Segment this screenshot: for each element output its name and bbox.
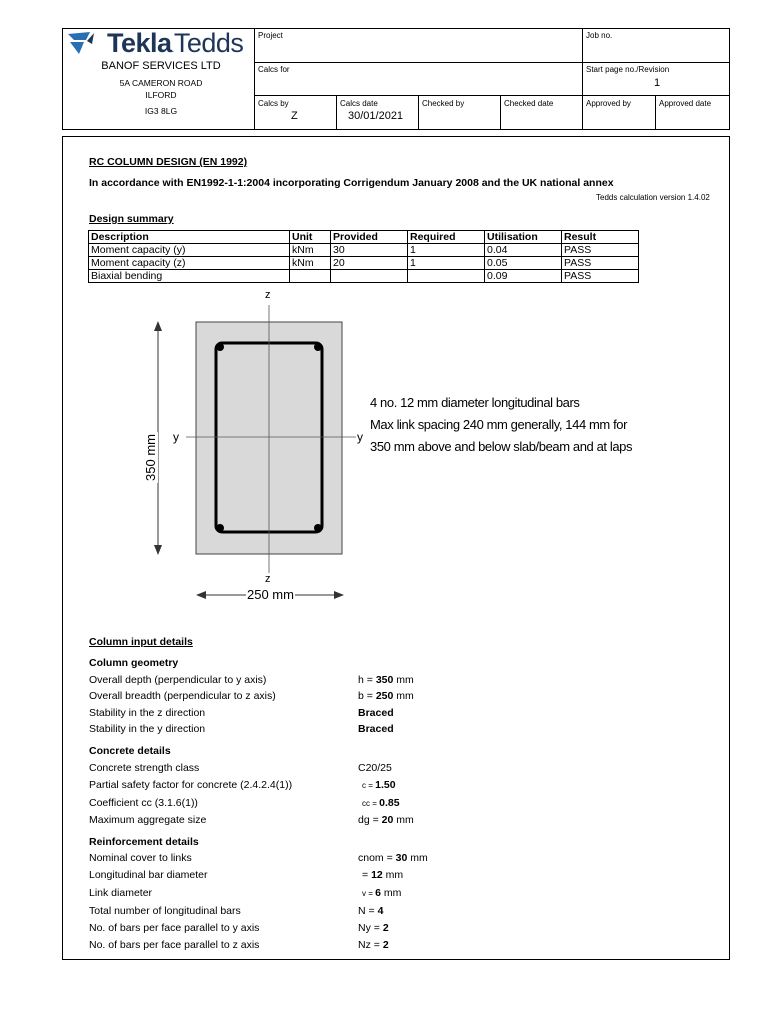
input-label: Partial safety factor for concrete (2.4.2.4(1)) — [89, 779, 293, 791]
input-value — [358, 674, 414, 686]
z-axis-label-bottom: z — [265, 573, 271, 585]
rebar — [216, 524, 224, 532]
table-cell — [331, 270, 408, 283]
table-cell — [290, 270, 331, 283]
summary-table — [88, 230, 639, 283]
input-label: Stability in the z direction — [89, 707, 206, 719]
input-value: C20/25 — [358, 762, 392, 774]
value-unit: mm — [393, 690, 414, 702]
input-label: Concrete strength class — [89, 762, 200, 774]
arrow-right-icon — [334, 591, 344, 599]
value-unit: mm — [380, 887, 402, 899]
table-cell — [408, 270, 485, 283]
input-heading: Column input details — [89, 636, 193, 648]
project-label: Project — [258, 31, 283, 40]
input-value — [362, 887, 401, 899]
value-unit: mm — [382, 869, 404, 881]
approved-date-label: Approved date — [659, 99, 712, 108]
z-axis-label-top: z — [265, 289, 271, 301]
value-number: 20 — [381, 814, 394, 826]
divider — [336, 95, 337, 130]
table-cell: 30 — [331, 244, 408, 257]
logo-brand-tedds: Tedds — [173, 28, 244, 58]
approved-by-label: Approved by — [586, 99, 631, 108]
value-number: 350 — [375, 674, 394, 686]
input-label: Longitudinal bar diameter — [89, 869, 208, 881]
table-cell: Moment capacity (y) — [89, 244, 290, 257]
table-cell: 20 — [331, 257, 408, 270]
value-number: 250 — [375, 690, 394, 702]
divider — [418, 95, 419, 130]
calcs-by-value: Z — [291, 110, 298, 122]
input-label: Total number of longitudinal bars — [89, 905, 241, 917]
width-label: 250 mm — [247, 587, 294, 602]
concrete-heading: Concrete details — [89, 745, 171, 757]
company-name: BANOF SERVICES LTD — [101, 60, 221, 72]
column-section-diagram — [140, 285, 380, 605]
input-value: Braced — [358, 723, 394, 735]
geometry-heading: Column geometry — [89, 657, 179, 669]
rebar — [216, 343, 224, 351]
value-prefix: cnom = — [358, 852, 396, 864]
table-cell: 0.09 — [485, 270, 562, 283]
input-label: Maximum aggregate size — [89, 814, 207, 826]
address-line-2: ILFORD — [145, 90, 177, 100]
input-label: No. of bars per face parallel to z axis — [89, 939, 260, 951]
column-header: Unit — [290, 231, 331, 244]
input-value — [362, 779, 396, 791]
table-row — [89, 244, 639, 257]
input-value — [358, 814, 414, 826]
depth-label: 350 mm — [142, 434, 158, 481]
input-label: Nominal cover to links — [89, 852, 192, 864]
input-value — [362, 869, 403, 881]
value-number: 30 — [395, 852, 408, 864]
table-cell: Biaxial bending — [89, 270, 290, 283]
summary-heading: Design summary — [89, 213, 174, 225]
divider — [254, 62, 730, 63]
calcs-for-label: Calcs for — [258, 65, 290, 74]
y-axis-label-left: y — [173, 430, 179, 444]
rebar — [314, 343, 322, 351]
diagram-note-bars: 4 no. 12 mm diameter longitudinal bars — [370, 395, 580, 410]
calcs-by-label: Calcs by — [258, 99, 289, 108]
table-cell: Moment capacity (z) — [89, 257, 290, 270]
start-page-label: Start page no./Revision — [586, 65, 670, 74]
arrow-down-icon — [154, 545, 162, 555]
diagram-note-spacing: Max link spacing 240 mm generally, 144 mm for — [370, 417, 628, 432]
doc-version: Tedds calculation version 1.4.02 — [596, 193, 710, 202]
divider — [655, 95, 656, 130]
value-prefix: Ny = — [358, 922, 383, 934]
doc-title: RC COLUMN DESIGN (EN 1992) — [89, 156, 248, 168]
value-prefix: c = — [362, 781, 376, 790]
input-label: Coefficient cc (3.1.6(1)) — [89, 797, 198, 809]
column-header: Utilisation — [485, 231, 562, 244]
table-cell: PASS — [562, 257, 639, 270]
job-no-label: Job no. — [586, 31, 613, 40]
divider — [254, 95, 730, 96]
arrow-up-icon — [154, 321, 162, 331]
value-number: 0.85 — [379, 797, 400, 809]
value-number: 4 — [377, 905, 384, 917]
calcs-date-value: 30/01/2021 — [348, 110, 404, 122]
table-cell: 1 — [408, 257, 485, 270]
doc-subtitle: In accordance with EN1992-1-1:2004 incorporating Corrigendum January 2008 and the UK national annex — [89, 177, 614, 189]
input-value — [358, 690, 414, 702]
column-header: Required — [408, 231, 485, 244]
input-label: No. of bars per face parallel to y axis — [89, 922, 260, 934]
value-number: 12 — [371, 869, 383, 881]
diagram-note-laps: 350 mm above and below slab/beam and at laps — [370, 439, 633, 454]
input-value — [358, 852, 428, 864]
input-label: Link diameter — [89, 887, 153, 899]
table-cell: PASS — [562, 244, 639, 257]
value-unit: mm — [393, 814, 414, 826]
rebar — [314, 524, 322, 532]
input-value: Braced — [358, 707, 394, 719]
value-prefix: dg = — [358, 814, 382, 826]
value-number: 6 — [375, 887, 381, 899]
column-header: Description — [89, 231, 290, 244]
input-label: Overall depth (perpendicular to y axis) — [89, 674, 267, 686]
value-unit: mm — [407, 852, 428, 864]
value-prefix: cc = — [362, 799, 380, 808]
checked-by-label: Checked by — [422, 99, 465, 108]
value-prefix: h = — [358, 674, 376, 686]
input-value — [358, 905, 383, 917]
input-label: Overall breadth (perpendicular to z axis) — [89, 690, 276, 702]
reinforcement-heading: Reinforcement details — [89, 836, 199, 848]
input-value — [358, 939, 389, 951]
column-header: Provided — [331, 231, 408, 244]
table-cell: 0.05 — [485, 257, 562, 270]
value-prefix: N = — [358, 905, 378, 917]
logo-wordmark: Tekla.Tedds — [107, 28, 244, 58]
table-cell: kNm — [290, 257, 331, 270]
input-label: Stability in the y direction — [89, 723, 206, 735]
value-prefix: b = — [358, 690, 376, 702]
value-unit: mm — [393, 674, 414, 686]
table-cell: PASS — [562, 270, 639, 283]
value-prefix: Nz = — [358, 939, 383, 951]
start-page-value: 1 — [654, 77, 661, 89]
value-number: 2 — [382, 939, 389, 951]
table-row — [89, 257, 639, 270]
table-cell: 1 — [408, 244, 485, 257]
value-prefix: v = — [362, 889, 376, 898]
value-prefix: = — [362, 869, 372, 881]
input-value — [362, 797, 400, 809]
y-axis-label-right: y — [357, 430, 363, 444]
column-header: Result — [562, 231, 639, 244]
address-line-3: IG3 8LG — [144, 106, 178, 116]
address-line-1: 5A CAMERON ROAD — [119, 78, 203, 88]
value-number: 1.50 — [375, 779, 396, 791]
input-value — [358, 922, 389, 934]
divider — [500, 95, 501, 130]
table-header-row — [89, 231, 639, 244]
table-row — [89, 270, 639, 283]
tekla-logo-icon — [66, 30, 106, 56]
calcs-date-label: Calcs date — [340, 99, 378, 108]
checked-date-label: Checked date — [504, 99, 554, 108]
table-cell: 0.04 — [485, 244, 562, 257]
logo-brand-tekla: Tekla — [107, 28, 172, 58]
divider — [582, 28, 583, 130]
arrow-left-icon — [196, 591, 206, 599]
table-cell: kNm — [290, 244, 331, 257]
value-number: 2 — [382, 922, 389, 934]
